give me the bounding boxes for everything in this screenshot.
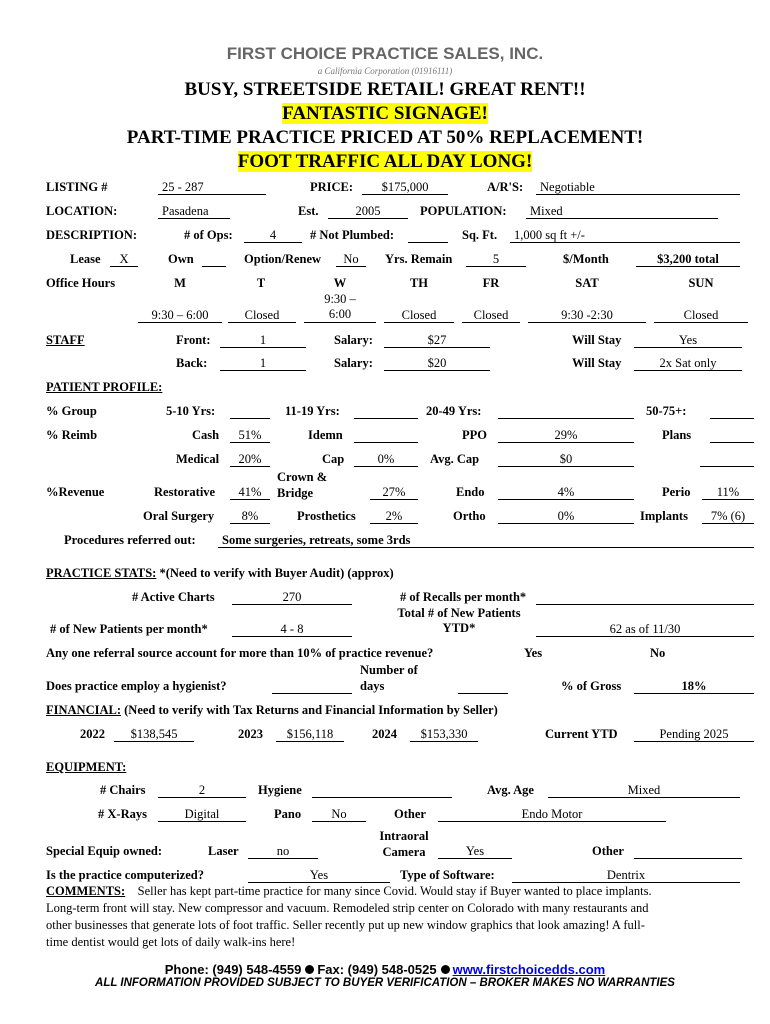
month-value: $3,200 total — [636, 252, 740, 267]
headline-2: FANTASTIC SIGNAGE! — [282, 103, 488, 124]
special-equip-label: Special Equip owned: — [46, 844, 163, 858]
front-will-stay-value: Yes — [634, 333, 742, 348]
practice-stats-label: PRACTICE STATS: — [46, 566, 157, 580]
front-will-stay-label: Will Stay — [572, 333, 622, 347]
other2-value — [634, 844, 742, 859]
hygiene-label: Hygiene — [258, 783, 302, 797]
ops-value: 4 — [244, 228, 302, 243]
day-t: T — [256, 276, 266, 290]
month-label: $/Month — [563, 252, 609, 266]
comments-label: COMMENTS: — [46, 884, 126, 898]
referral-question: Any one referral source account for more than 10% of practice revenue? — [46, 646, 434, 660]
restorative-label: Restorative — [154, 485, 216, 499]
prosthetics-label: Prosthetics — [297, 509, 356, 523]
hours-t: Closed — [228, 308, 296, 323]
chairs-label: # Chairs — [100, 783, 146, 797]
medical-label: Medical — [176, 452, 220, 466]
listing-number: 25 - 287 — [158, 180, 266, 195]
pano-value: No — [312, 807, 366, 822]
back-will-stay-label: Will Stay — [572, 356, 622, 370]
referred-out-value: Some surgeries, retreats, some 3rds — [218, 533, 754, 548]
restorative-value: 41% — [230, 485, 270, 500]
intraoral-camera-label: Intraoral Camera — [379, 829, 429, 859]
footer-disclaimer: ALL INFORMATION PROVIDED SUBJECT TO BUYER VERIFICATION – BROKER MAKES NO WARRANTIES — [95, 977, 675, 989]
bullet-icon — [305, 965, 314, 974]
ppo-value: 29% — [498, 428, 634, 443]
practice-stats-heading — [46, 566, 394, 581]
crown-bridge-value: 27% — [370, 485, 418, 500]
description-label: DESCRIPTION: — [46, 228, 137, 242]
price-label: PRICE: — [310, 180, 354, 194]
group-20-49-value — [498, 404, 634, 419]
equipment-label: EQUIPMENT: — [46, 760, 127, 774]
active-charts-label: # Active Charts — [132, 590, 215, 604]
recalls-label: # of Recalls per month* — [400, 590, 527, 604]
financial-heading — [46, 703, 498, 718]
comments-text: Seller has kept part-time practice for many since Covid. Would stay if Buyer wanted to place implants. — [137, 884, 652, 898]
front-value: 1 — [220, 333, 306, 348]
day-th: TH — [409, 276, 429, 290]
recalls-value — [536, 590, 754, 605]
not-plumbed-label: # Not Plumbed: — [310, 228, 395, 242]
cash-value: 51% — [230, 428, 270, 443]
group-5-10-value — [230, 404, 270, 419]
price-value: $175,000 — [362, 180, 448, 195]
idemn-value — [354, 428, 418, 443]
day-sun: SUN — [688, 276, 714, 290]
ppo-label: PPO — [462, 428, 487, 442]
avg-age-value: Mixed — [548, 783, 740, 798]
footer-contact — [0, 962, 770, 977]
day-sat: SAT — [575, 276, 599, 290]
population-value: Mixed — [526, 204, 718, 219]
chairs-value: 2 — [158, 783, 246, 798]
population-label: POPULATION: — [420, 204, 507, 218]
group-20-49-label: 20-49 Yrs: — [426, 404, 482, 418]
sqft-value: 1,000 sq ft +/- — [510, 228, 740, 243]
group-label: % Group — [46, 404, 97, 418]
crown-bridge-label: Crown & Bridge — [277, 470, 328, 500]
group-50-75-label: 50-75+: — [646, 404, 687, 418]
perio-value: 11% — [702, 485, 754, 500]
referral-no: No — [650, 646, 666, 660]
front-salary-label: Salary: — [334, 333, 373, 347]
hours-th: Closed — [384, 308, 454, 323]
active-charts-value: 270 — [232, 590, 352, 605]
software-label: Type of Software: — [400, 868, 495, 882]
option-value: No — [336, 252, 366, 267]
hours-w: 9:30 – 6:00 — [304, 292, 376, 323]
financial-label: FINANCIAL: — [46, 703, 121, 717]
number-of-days-label: Number of days — [360, 663, 418, 693]
year-2022-label: 2022 — [80, 727, 105, 741]
own-value — [202, 252, 226, 267]
back-label: Back: — [176, 356, 208, 370]
avg-age-label: Avg. Age — [487, 783, 534, 797]
hours-sat: 9:30 -2:30 — [528, 308, 646, 323]
current-ytd-value: Pending 2025 — [634, 727, 754, 742]
hygienist-value — [272, 679, 352, 694]
new-patients-month-label: # of New Patients per month* — [50, 622, 208, 636]
location-label: LOCATION: — [46, 204, 118, 218]
year-2023-value: $156,118 — [276, 727, 344, 742]
endo-value: 4% — [498, 485, 634, 500]
number-of-days-value — [458, 679, 508, 694]
sqft-label: Sq. Ft. — [462, 228, 498, 242]
back-value: 1 — [220, 356, 306, 371]
other-label: Other — [394, 807, 426, 821]
revenue-label: %Revenue — [46, 485, 105, 499]
back-will-stay-value: 2x Sat only — [634, 356, 742, 371]
hygiene-value — [312, 783, 452, 798]
year-2022-value: $138,545 — [114, 727, 194, 742]
total-new-patients-label: Total # of New Patients YTD* — [397, 606, 521, 635]
percent-gross-value: 18% — [634, 679, 754, 694]
oral-surgery-label: Oral Surgery — [143, 509, 215, 523]
implants-label: Implants — [640, 509, 688, 523]
ortho-label: Ortho — [453, 509, 486, 523]
day-fr: FR — [482, 276, 500, 290]
implants-value: 7% (6) — [702, 509, 754, 524]
not-plumbed-value — [408, 228, 448, 243]
group-50-75-value — [710, 404, 754, 419]
hygienist-question: Does practice employ a hygienist? — [46, 679, 227, 693]
xrays-label: # X-Rays — [98, 807, 147, 821]
comments-line-3: other businesses that generate lots of foot traffic. Seller recently put up new window graphics that look amazing! A full- — [46, 918, 645, 932]
headline-4-wrap — [0, 150, 770, 174]
prosthetics-value: 2% — [370, 509, 418, 524]
total-new-patients-value: 62 as of 11/30 — [536, 622, 754, 637]
year-2024-value: $153,330 — [410, 727, 478, 742]
est-value: 2005 — [328, 204, 408, 219]
patient-profile-label: PATIENT PROFILE: — [46, 380, 163, 394]
day-w: W — [333, 276, 347, 290]
group-11-19-label: 11-19 Yrs: — [285, 404, 340, 418]
cap-value: 0% — [354, 452, 418, 467]
hours-sun: Closed — [654, 308, 748, 323]
laser-value: no — [248, 844, 318, 859]
lease-label: Lease — [70, 252, 101, 266]
headline-2-wrap — [0, 102, 770, 126]
comments-line-4: time dentist would get lots of daily walk-ins here! — [46, 935, 296, 949]
location-value: Pasadena — [158, 204, 230, 219]
medical-value: 20% — [230, 452, 270, 467]
front-salary-value: $27 — [384, 333, 490, 348]
lease-value: X — [110, 252, 138, 267]
referral-yes: Yes — [524, 646, 543, 660]
practice-stats-note: *(Need to verify with Buyer Audit) (approx) — [156, 566, 394, 580]
comments-line-1 — [46, 884, 652, 899]
headline-3: PART-TIME PRACTICE PRICED AT 50% REPLACEMENT! — [126, 127, 644, 148]
idemn-label: Idemn — [308, 428, 343, 442]
hours-fr: Closed — [462, 308, 520, 323]
oral-surgery-value: 8% — [230, 509, 270, 524]
listing-label: LISTING # — [46, 180, 108, 194]
comments-line-2: Long-term front will stay. New compressor and vacuum. Remodeled strip center on Colorado with many restaurants and — [46, 901, 649, 915]
current-ytd-label: Current YTD — [545, 727, 618, 741]
footer-website-link[interactable]: www.firstchoicedds.com — [452, 962, 606, 977]
referred-out-label: Procedures referred out: — [64, 533, 196, 547]
avg-cap-label: Avg. Cap — [430, 452, 480, 466]
headline-4: FOOT TRAFFIC ALL DAY LONG! — [237, 151, 533, 172]
laser-label: Laser — [208, 844, 239, 858]
staff-label: STAFF — [46, 333, 85, 347]
new-patients-month-value: 4 - 8 — [232, 622, 352, 637]
computerized-value: Yes — [248, 868, 390, 883]
back-salary-label: Salary: — [334, 356, 373, 370]
reimb-extra-value — [700, 452, 754, 467]
office-hours-label: Office Hours — [46, 276, 116, 290]
software-value: Dentrix — [512, 868, 740, 883]
bullet-icon — [441, 965, 450, 974]
group-5-10-label: 5-10 Yrs: — [166, 404, 216, 418]
year-2024-label: 2024 — [372, 727, 397, 741]
own-label: Own — [168, 252, 194, 266]
plans-label: Plans — [662, 428, 692, 442]
cash-label: Cash — [192, 428, 220, 442]
footer-phone: Phone: (949) 548-4559 — [164, 962, 302, 977]
percent-gross-label: % of Gross — [561, 679, 622, 693]
year-2023-label: 2023 — [238, 727, 263, 741]
endo-label: Endo — [456, 485, 485, 499]
reimb-label: % Reimb — [46, 428, 98, 442]
pano-label: Pano — [274, 807, 302, 821]
yrs-remain-value: 5 — [466, 252, 526, 267]
ops-label: # of Ops: — [184, 228, 233, 242]
ortho-value: 0% — [498, 509, 634, 524]
front-label: Front: — [176, 333, 211, 347]
company-name: FIRST CHOICE PRACTICE SALES, INC. — [226, 44, 544, 63]
perio-label: Perio — [662, 485, 691, 499]
ars-value: Negotiable — [536, 180, 740, 195]
back-salary-value: $20 — [384, 356, 490, 371]
other-value: Endo Motor — [438, 807, 666, 822]
footer-fax: Fax: (949) 548-0525 — [317, 962, 437, 977]
headline-1: BUSY, STREETSIDE RETAIL! GREAT RENT!! — [184, 79, 586, 100]
group-11-19-value — [354, 404, 418, 419]
day-m: M — [174, 276, 186, 290]
other2-label: Other — [592, 844, 624, 858]
intraoral-camera-value: Yes — [438, 844, 512, 859]
yrs-remain-label: Yrs. Remain — [385, 252, 453, 266]
cap-label: Cap — [322, 452, 345, 466]
est-label: Est. — [298, 204, 319, 218]
company-subtitle: a California Corporation (01916111) — [317, 66, 453, 76]
financial-note: (Need to verify with Tax Returns and Financial Information by Seller) — [121, 703, 498, 717]
ars-label: A/R'S: — [487, 180, 524, 194]
plans-value — [710, 428, 754, 443]
option-label: Option/Renew — [244, 252, 322, 266]
xrays-value: Digital — [158, 807, 246, 822]
computerized-label: Is the practice computerized? — [46, 868, 204, 882]
hours-m: 9:30 – 6:00 — [138, 308, 222, 323]
avg-cap-value: $0 — [498, 452, 634, 467]
